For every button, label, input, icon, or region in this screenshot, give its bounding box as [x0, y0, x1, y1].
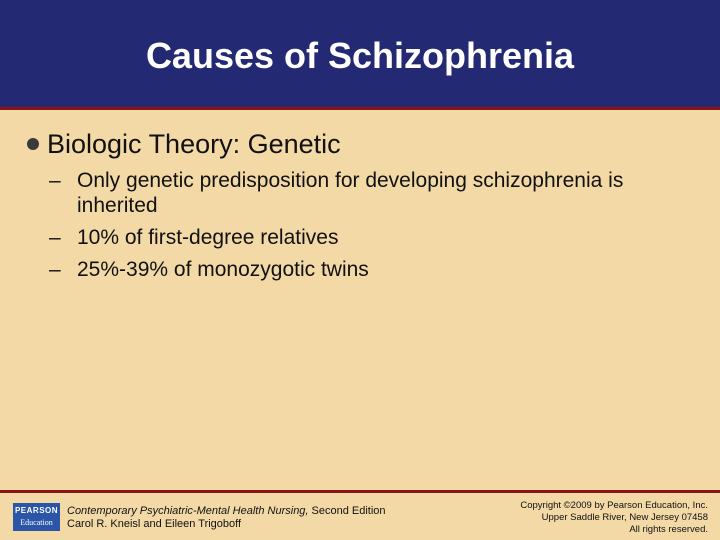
- header-divider: [0, 107, 720, 110]
- copyright-notice: [448, 500, 708, 536]
- footer-divider: [0, 490, 720, 493]
- book-edition: Second Edition: [308, 505, 386, 517]
- sub-bullet-item: [49, 168, 697, 218]
- pearson-logo: [13, 503, 60, 531]
- slide-title: Causes of Schizophrenia: [145, 35, 575, 76]
- book-title: Contemporary Psychiatric-Mental Health Nursing,: [67, 505, 309, 517]
- book-citation: [67, 505, 386, 531]
- copyright-line: Upper Saddle River, New Jersey 07458: [541, 512, 708, 523]
- copyright-line: All rights reserved.: [629, 524, 708, 535]
- main-bullet-text: Biologic Theory: Genetic: [47, 129, 341, 159]
- bullet-dot-icon: [27, 138, 39, 150]
- slide-header: [0, 0, 720, 107]
- sub-bullet-item: [49, 257, 697, 282]
- dash-marker: –: [49, 226, 61, 249]
- sub-bullet-item: [49, 225, 697, 250]
- dash-marker: –: [49, 258, 61, 281]
- sub-bullet-text: 25%-39% of monozygotic twins: [77, 258, 369, 281]
- logo-top-text: PEARSON: [14, 506, 59, 515]
- sub-bullet-list: [27, 168, 697, 282]
- sub-bullet-text: 10% of first-degree relatives: [77, 226, 339, 249]
- book-authors: Carol R. Kneisl and Eileen Trigoboff: [67, 518, 242, 530]
- main-bullet: [27, 128, 697, 160]
- slide-content: [27, 128, 697, 289]
- logo-bottom-text: Education: [20, 518, 53, 527]
- sub-bullet-text: Only genetic predisposition for developing schizophrenia is inherited: [77, 169, 624, 217]
- copyright-line: Copyright ©2009 by Pearson Education, Inc.: [520, 500, 708, 511]
- dash-marker: –: [49, 169, 61, 192]
